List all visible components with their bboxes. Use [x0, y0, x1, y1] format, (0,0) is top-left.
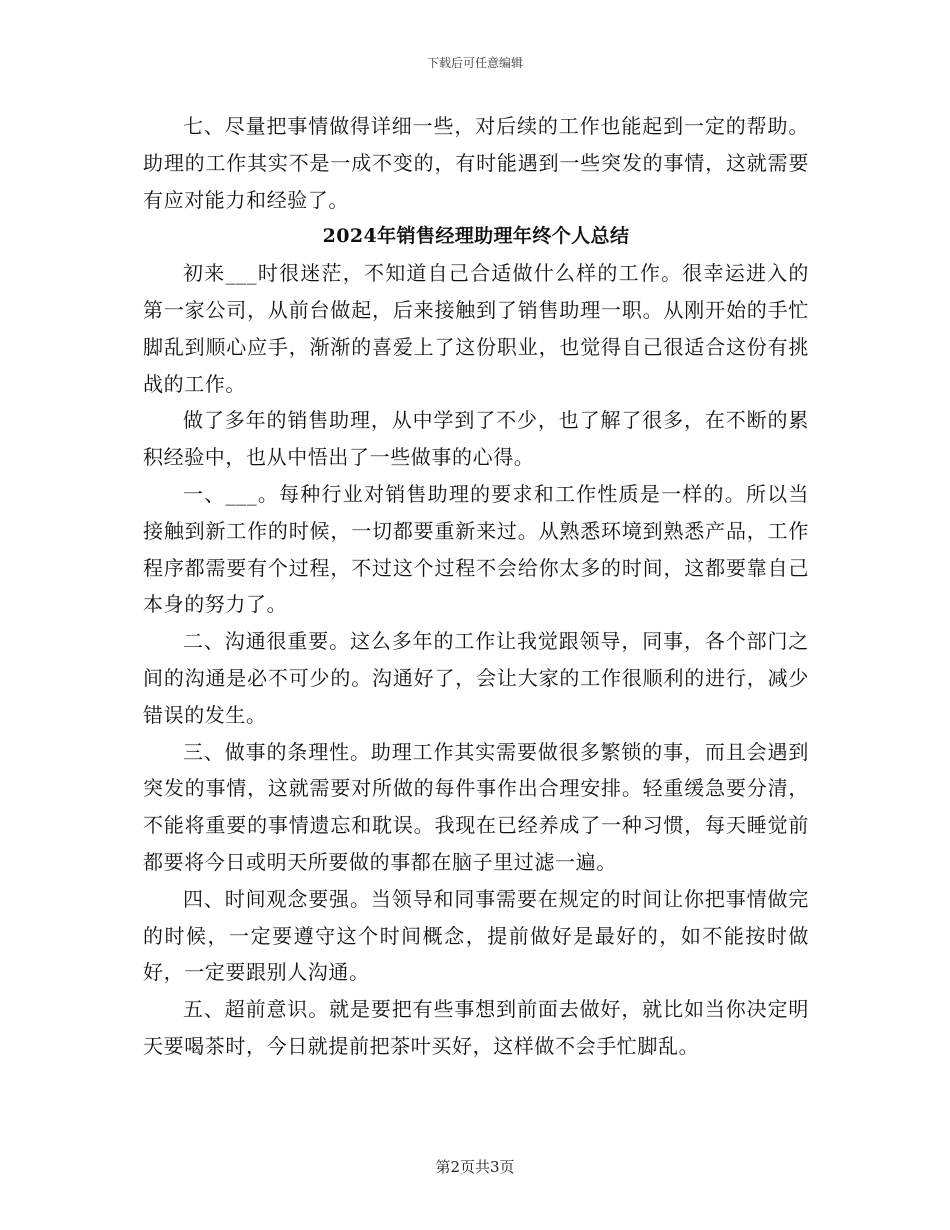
paragraph-point-2: 二、沟通很重要。这么多年的工作让我觉跟领导，同事，各个部门之间的沟通是必不可少的。沟通好了，会让大家的工作很顺利的进行，减少错误的发生。	[143, 629, 809, 727]
paragraph-point-1: 一、___。每种行业对销售助理的要求和工作性质是一样的。所以当接触到新工作的时候，一切都要重新来过。从熟悉环境到熟悉产品，工作程序都需要有个过程，不过这个过程不会给你太多的时间，这都要靠自己本身的努力了。	[143, 481, 809, 617]
paragraph-point-5: 五、超前意识。就是要把有些事想到前面去做好，就比如当你决定明天要喝茶时，今日就提前把茶叶买好，这样做不会手忙脚乱。	[143, 997, 809, 1058]
document-body	[143, 108, 809, 1065]
paragraph-experience: 做了多年的销售助理，从中学到了不少，也了解了很多，在不断的累积经验中，也从中悟出了一些做事的心得。	[143, 408, 809, 470]
paragraph-point-3: 三、做事的条理性。助理工作其实需要做很多繁锁的事，而且会遇到突发的事情，这就需要对所做的每件事作出合理安排。轻重缓急要分清，不能将重要的事情遗忘和耽误。我现在已经养成了一种习惯，每天睡觉前都要将今日或明天所要做的事都在脑子里过滤一遍。	[143, 739, 809, 874]
paragraph-item-7: 七、尽量把事情做得详细一些，对后续的工作也能起到一定的帮助。助理的工作其实不是一成不变的，有时能遇到一些突发的事情，这就需要有应对能力和经验了。	[143, 114, 809, 212]
document-title: 2024年销售经理助理年终个人总结	[322, 225, 630, 248]
paragraph-intro: 初来___时很迷茫，不知道自己合适做什么样的工作。很幸运进入的第一家公司，从前台做起，后来接触到了销售助理一职。从刚开始的手忙脚乱到顺心应手，渐渐的喜爱上了这份职业，也觉得自己很适合这份有挑战的工作。	[143, 261, 809, 396]
page-number-footer: 第2页共3页	[435, 1158, 515, 1176]
page-header-note: 下载后可任意编辑	[426, 56, 523, 70]
paragraph-point-4: 四、时间观念要强。当领导和同事需要在规定的时间让你把事情做完的时候，一定要遵守这个时间概念，提前做好是最好的，如不能按时做好，一定要跟别人沟通。	[143, 886, 809, 985]
